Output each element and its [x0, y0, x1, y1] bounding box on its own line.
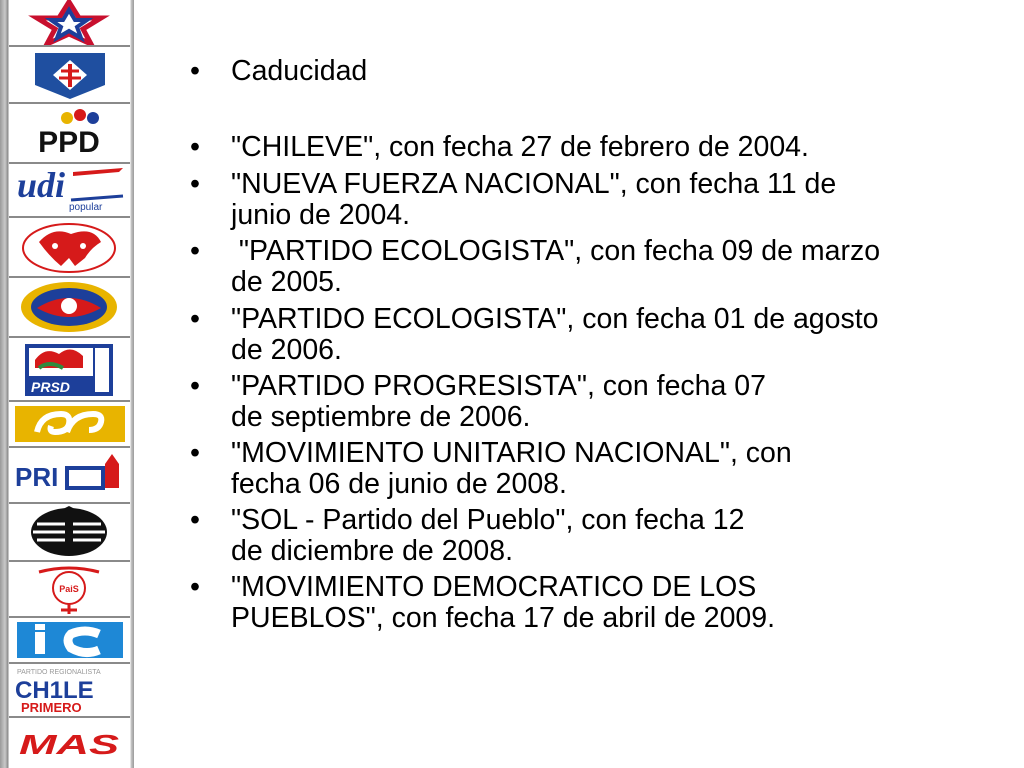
ppd-logo: [9, 104, 130, 164]
star-logo: [9, 0, 130, 47]
bullet-dot: •: [190, 437, 200, 469]
list-item-text: "NUEVA FUERZA NACIONAL", con fecha 11 de junio de 2004.: [231, 168, 837, 231]
list-item-text: "PARTIDO ECOLOGISTA", con fecha 01 de agosto de 2006.: [231, 303, 879, 366]
svg-text:PRI: PRI: [15, 462, 59, 492]
svg-text:PaiS: PaiS: [59, 584, 79, 594]
ps-logo: [9, 218, 130, 278]
list-item-text: Caducidad: [231, 55, 368, 87]
black-emblem-logo: [9, 504, 130, 562]
bullet-dot: •: [190, 55, 200, 87]
bullet-dot: •: [190, 131, 200, 163]
list-item-text: "MOVIMIENTO UNITARIO NACIONAL", con fecha 06 de junio de 2008.: [231, 437, 792, 500]
svg-text:CH1LE: CH1LE: [15, 677, 94, 704]
udi-logo: [9, 164, 130, 218]
party-yellow-logo: [9, 402, 130, 448]
list-item-text: "PARTIDO ECOLOGISTA", con fecha 09 de marzo de 2005.: [231, 235, 881, 298]
bullet-dot: •: [190, 168, 200, 200]
svg-text:popular: popular: [69, 202, 103, 213]
prsd-logo: [9, 338, 130, 402]
mas-logo: [9, 718, 130, 768]
radical-logo: [9, 278, 130, 338]
svg-text:PARTIDO REGIONALISTA: PARTIDO REGIONALISTA: [17, 669, 101, 676]
chile-primero-logo: [9, 664, 130, 718]
bullet-dot: •: [190, 504, 200, 536]
list-item-text: "PARTIDO PROGRESISTA", con fecha 07 de septiembre de 2006.: [231, 370, 767, 433]
list-item-text: "CHILEVE", con fecha 27 de febrero de 2004.: [231, 131, 809, 163]
list-item-text: "SOL - Partido del Pueblo", con fecha 12 de diciembre de 2008.: [231, 504, 745, 567]
svg-text:MAS: MAS: [19, 729, 120, 760]
ic-logo: [9, 618, 130, 664]
list-item-text: "MOVIMIENTO DEMOCRATICO DE LOS PUEBLOS", con fecha 17 de abril de 2009.: [231, 571, 776, 634]
svg-text:PRIMERO: PRIMERO: [21, 700, 82, 715]
svg-text:udi: udi: [17, 165, 66, 205]
svg-text:PPD: PPD: [38, 126, 100, 159]
bullet-dot: •: [190, 235, 200, 267]
red-emblem-logo: [9, 562, 130, 618]
svg-text:PRSD: PRSD: [31, 379, 70, 395]
shield-logo: [9, 47, 130, 104]
bullet-dot: •: [190, 571, 200, 603]
bullet-dot: •: [190, 370, 200, 402]
prl-logo: [9, 448, 130, 504]
bullet-dot: •: [190, 303, 200, 335]
party-logos-sidebar: [0, 0, 134, 768]
